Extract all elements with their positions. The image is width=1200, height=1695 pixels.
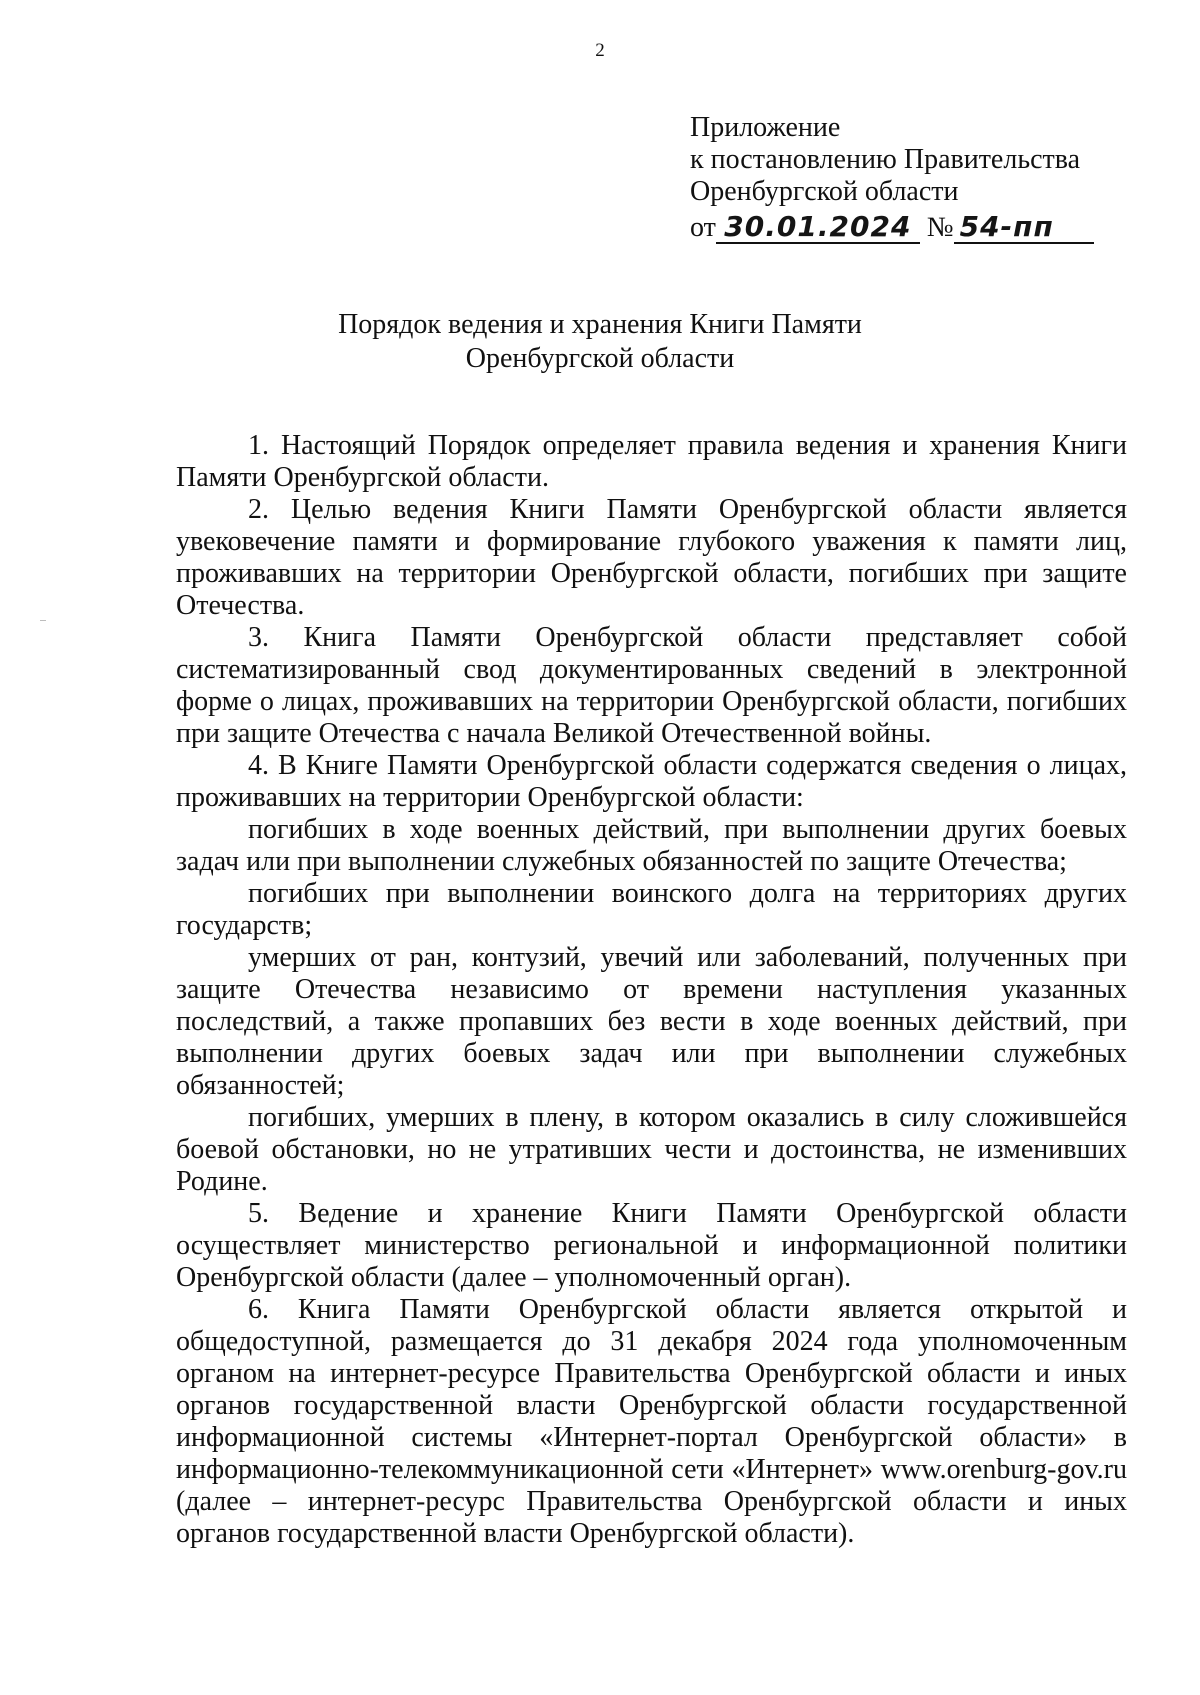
paragraph-3: 3. Книга Памяти Оренбургской области представляет собой систематизированный свод документированных сведений в электронной форме о лицах, проживавших на территории Оренбургской области, погибших при защите Отечества с начала Великой Отечественной войны. <box>176 622 1127 749</box>
document-body <box>176 430 1127 1550</box>
paragraph-6: 6. Книга Памяти Оренбургской области является открытой и общедоступной, размещается до 31 декабря 2024 года уполномоченным органом на интернет-ресурсе Правительства Оренбургской области и иных органов государственной власти Оренбургской области государственной информационной системы «Интернет-портал Оренбургской области» в информационно-телекоммуникационной сети «Интернет» www.orenburg-gov.ru (далее – интернет-ресурс Правительства Оренбургской области и иных органов государственной власти Оренбургской области). <box>176 1294 1127 1549</box>
paragraph-2: 2. Целью ведения Книги Памяти Оренбургской области является увековечение памяти и формирование глубокого уважения к памяти лиц, проживавших на территории Оренбургской области, погибших при защите Отечества. <box>176 494 1127 621</box>
paragraph-4-item-1: погибших в ходе военных действий, при выполнении других боевых задач или при выполнении служебных обязанностей по защите Отечества; <box>176 814 1127 877</box>
scan-margin-mark <box>40 620 46 621</box>
paragraph-4-item-3: умерших от ран, контузий, увечий или заболеваний, полученных при защите Отечества независимо от времени наступления указанных последствий, а также пропавших без вести в ходе военных действий, при выполнении других боевых задач или при выполнении служебных обязанностей; <box>176 942 1127 1101</box>
paragraph-5: 5. Ведение и хранение Книги Памяти Оренбургской области осуществляет министерство региональной и информационной политики Оренбургской области (далее – уполномоченный орган). <box>176 1198 1127 1293</box>
from-label: от <box>690 212 716 243</box>
paragraph-4-item-2: погибших при выполнении воинского долга на территориях других государств; <box>176 878 1127 941</box>
title-line-2: Оренбургской области <box>465 343 735 374</box>
paragraph-1: 1. Настоящий Порядок определяет правила ведения и хранения Книги Памяти Оренбургской области. <box>176 430 1127 493</box>
appendix-line-2: к постановлению Правительства <box>690 144 1081 175</box>
appendix-date-line <box>690 212 1094 244</box>
title-line-1: Порядок ведения и хранения Книги Памяти <box>338 309 862 340</box>
page-number: 2 <box>595 40 605 61</box>
appendix-line-1: Приложение <box>690 112 841 143</box>
handwritten-date: 30.01.2024 <box>716 212 920 244</box>
paragraph-4: 4. В Книге Памяти Оренбургской области содержатся сведения о лицах, проживавших на территории Оренбургской области: <box>176 750 1127 813</box>
handwritten-number: 54-пп <box>954 212 1094 244</box>
number-label: № <box>926 212 954 243</box>
appendix-header <box>690 112 1094 244</box>
document-title <box>0 308 1200 376</box>
appendix-line-3: Оренбургской области <box>690 176 959 207</box>
paragraph-4-item-4: погибших, умерших в плену, в котором оказались в силу сложившейся боевой обстановки, но не утративших чести и достоинства, не изменивших Родине. <box>176 1102 1127 1197</box>
